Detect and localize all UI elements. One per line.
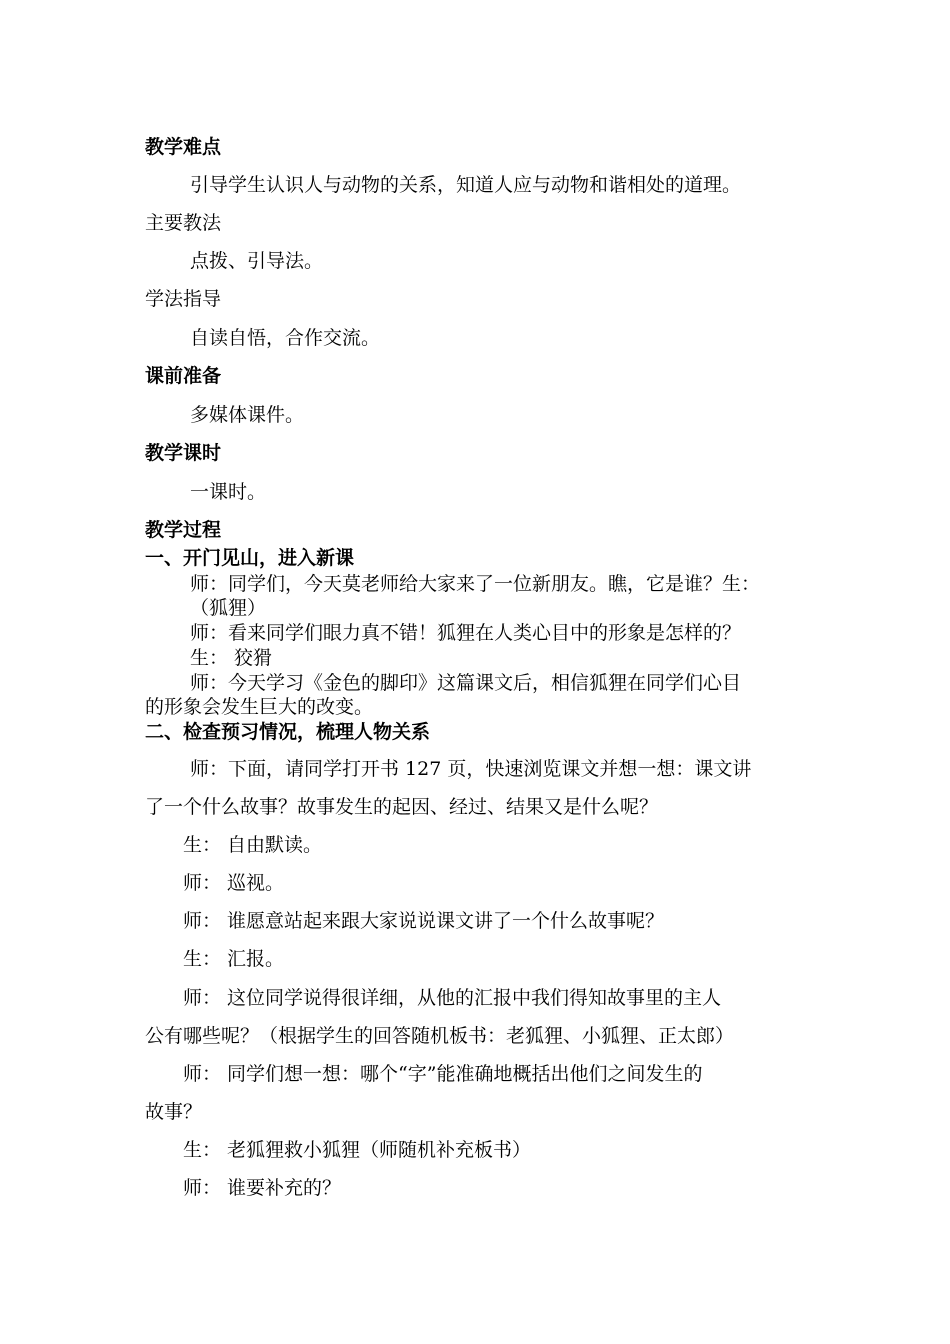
section-heading-teaching-process: 教学过程 [145, 519, 222, 541]
paragraph-study-guidance: 自读自悟，合作交流。 [190, 327, 381, 349]
dialogue-line: 师： 谁要补充的？ [183, 1177, 342, 1199]
section-heading-main-method: 主要教法 [145, 212, 222, 234]
dialogue-line: 师：下面，请同学打开书 127 页，快速浏览课文并想一想：课文讲 [190, 758, 752, 780]
dialogue-line: 师： 巡视。 [183, 872, 285, 894]
paragraph-preparation: 多媒体课件。 [190, 404, 305, 426]
dialogue-line: 师： 这位同学说得很详细，从他的汇报中我们得知故事里的主人 [183, 987, 722, 1009]
dialogue-line: 师： 同学们想一想：哪个“字”能准确地概括出他们之间发生的 [183, 1063, 703, 1085]
subheading-step-one: 一、开门见山，进入新课 [145, 547, 355, 569]
dialogue-line: 师： 谁愿意站起来跟大家说说课文讲了一个什么故事呢？ [183, 910, 665, 932]
section-heading-preparation: 课前准备 [145, 365, 222, 387]
dialogue-line: 生： 汇报。 [183, 948, 285, 970]
dialogue-line: 了一个什么故事？故事发生的起因、经过、结果又是什么呢？ [145, 796, 659, 818]
dialogue-line: 师：同学们，今天莫老师给大家来了一位新朋友。瞧，它是谁？生： [190, 573, 761, 595]
paragraph-main-method: 点拨、引导法。 [190, 250, 324, 272]
dialogue-line: 生： 狡猾 [190, 647, 273, 669]
dialogue-line: 师：看来同学们眼力真不错！狐狸在人类心目中的形象是怎样的？ [190, 622, 742, 644]
section-heading-class-hours: 教学课时 [145, 442, 222, 464]
dialogue-line: 的形象会发生巨大的改变。 [145, 696, 374, 718]
dialogue-line: 生： 老狐狸救小狐狸（师随机补充板书） [183, 1139, 532, 1161]
dialogue-line: （狐狸） [190, 597, 267, 619]
paragraph-class-hours: 一课时。 [190, 481, 267, 503]
section-heading-teaching-difficulty: 教学难点 [145, 136, 222, 158]
dialogue-line: 师：今天学习《金色的脚印》这篇课文后，相信狐狸在同学们心目 [190, 672, 742, 694]
subheading-step-two: 二、检查预习情况，梳理人物关系 [145, 721, 431, 743]
section-heading-study-guidance: 学法指导 [145, 288, 222, 310]
dialogue-line: 故事？ [145, 1101, 203, 1123]
paragraph-teaching-difficulty: 引导学生认识人与动物的关系，知道人应与动物和谐相处的道理。 [190, 174, 742, 196]
dialogue-line: 公有哪些呢？（根据学生的回答随机板书：老狐狸、小狐狸、正太郎） [145, 1025, 735, 1047]
dialogue-line: 生： 自由默读。 [183, 834, 323, 856]
